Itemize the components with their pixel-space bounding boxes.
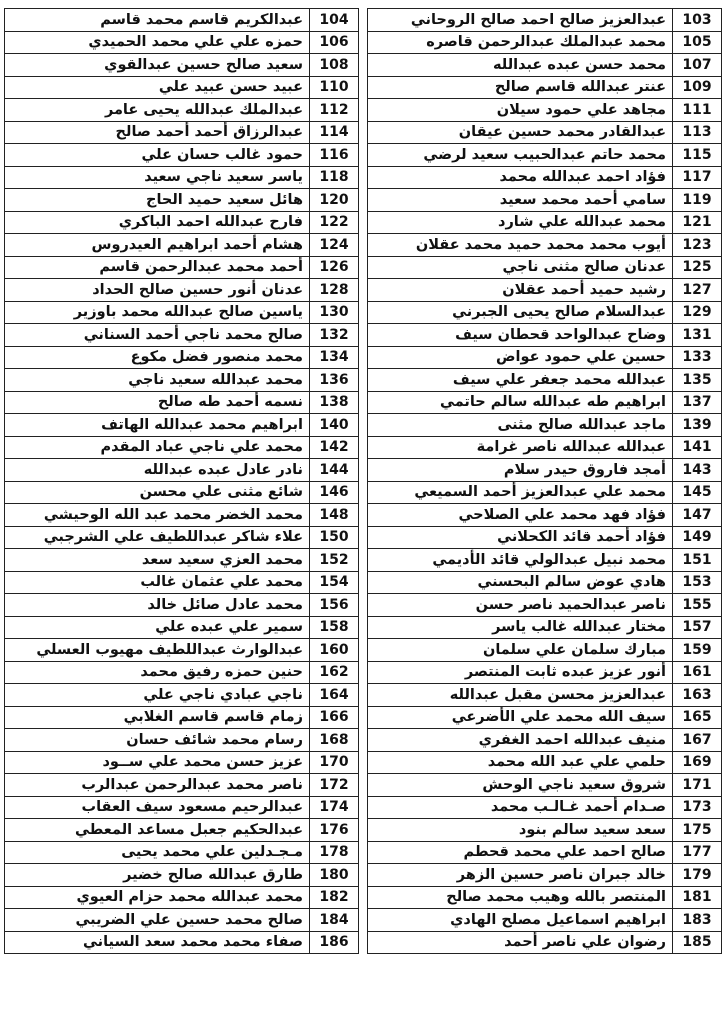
person-name-cell: مجاهد علي حمود سيلان bbox=[368, 99, 673, 122]
row-number-cell: 178 bbox=[310, 841, 359, 864]
table-row bbox=[5, 661, 359, 684]
person-name-cell: محمد عبدالله علي شارد bbox=[368, 211, 673, 234]
table-row bbox=[368, 864, 722, 887]
table-row bbox=[5, 99, 359, 122]
table-row bbox=[5, 346, 359, 369]
person-name-cell: صـدام أحمد غـالـب محمد bbox=[368, 796, 673, 819]
table-row bbox=[5, 279, 359, 302]
person-name-cell: حسين علي حمود عواض bbox=[368, 346, 673, 369]
table-row bbox=[368, 594, 722, 617]
row-number-cell: 109 bbox=[673, 76, 722, 99]
table-row bbox=[368, 549, 722, 572]
person-name-cell: عنتر عبدالله قاسم صالح bbox=[368, 76, 673, 99]
row-number-cell: 141 bbox=[673, 436, 722, 459]
table-row bbox=[368, 684, 722, 707]
row-number-cell: 171 bbox=[673, 774, 722, 797]
table-row bbox=[5, 166, 359, 189]
row-number-cell: 143 bbox=[673, 459, 722, 482]
table-row bbox=[5, 931, 359, 954]
row-number-cell: 103 bbox=[673, 9, 722, 32]
person-name-cell: خالد جبران ناصر حسين الزهر bbox=[368, 864, 673, 887]
row-number-cell: 163 bbox=[673, 684, 722, 707]
row-number-cell: 119 bbox=[673, 189, 722, 212]
row-number-cell: 185 bbox=[673, 931, 722, 954]
table-row bbox=[368, 841, 722, 864]
row-number-cell: 158 bbox=[310, 616, 359, 639]
person-name-cell: محمد علي عثمان غالب bbox=[5, 571, 310, 594]
table-row bbox=[368, 346, 722, 369]
table-row bbox=[5, 391, 359, 414]
row-number-cell: 130 bbox=[310, 301, 359, 324]
row-number-cell: 135 bbox=[673, 369, 722, 392]
person-name-cell: مختار عبدالله غالب ياسر bbox=[368, 616, 673, 639]
row-number-cell: 134 bbox=[310, 346, 359, 369]
table-row bbox=[368, 144, 722, 167]
row-number-cell: 132 bbox=[310, 324, 359, 347]
person-name-cell: سعد سعيد سالم بنود bbox=[368, 819, 673, 842]
row-number-cell: 139 bbox=[673, 414, 722, 437]
person-name-cell: شائع مثنى علي محسن bbox=[5, 481, 310, 504]
row-number-cell: 169 bbox=[673, 751, 722, 774]
row-number-cell: 182 bbox=[310, 886, 359, 909]
person-name-cell: عبدالعزيز محسن مقبل عبدالله bbox=[368, 684, 673, 707]
table-row bbox=[5, 886, 359, 909]
row-number-cell: 149 bbox=[673, 526, 722, 549]
table-row bbox=[5, 504, 359, 527]
row-number-cell: 147 bbox=[673, 504, 722, 527]
table-row bbox=[5, 121, 359, 144]
table-row bbox=[5, 684, 359, 707]
row-number-cell: 165 bbox=[673, 706, 722, 729]
person-name-cell: ناجي عبادي ناجي علي bbox=[5, 684, 310, 707]
person-name-cell: رشيد حميد أحمد عقلان bbox=[368, 279, 673, 302]
row-number-cell: 162 bbox=[310, 661, 359, 684]
table-row bbox=[368, 369, 722, 392]
person-name-cell: عدنان أنور حسين صالح الحداد bbox=[5, 279, 310, 302]
row-number-cell: 160 bbox=[310, 639, 359, 662]
person-name-cell: سامي أحمد محمد سعيد bbox=[368, 189, 673, 212]
table-row bbox=[368, 571, 722, 594]
person-name-cell: محمد العزي سعيد سعد bbox=[5, 549, 310, 572]
person-name-cell: طارق عبدالله صالح خضير bbox=[5, 864, 310, 887]
person-name-cell: مـجـدلين علي محمد يحيى bbox=[5, 841, 310, 864]
table-row bbox=[368, 234, 722, 257]
person-name-cell: حمزه علي علي محمد الحميدي bbox=[5, 31, 310, 54]
row-number-cell: 116 bbox=[310, 144, 359, 167]
table-row bbox=[368, 279, 722, 302]
row-number-cell: 148 bbox=[310, 504, 359, 527]
person-name-cell: عبدالوارث عبداللطيف مهيوب العسلي bbox=[5, 639, 310, 662]
person-name-cell: محمد نبيل عبدالولي قائد الأديمي bbox=[368, 549, 673, 572]
table-row bbox=[5, 189, 359, 212]
person-name-cell: نادر عادل عبده عبدالله bbox=[5, 459, 310, 482]
table-row bbox=[368, 301, 722, 324]
row-number-cell: 164 bbox=[310, 684, 359, 707]
person-name-cell: عبدالسلام صالح يحيى الجبرني bbox=[368, 301, 673, 324]
table-row bbox=[5, 256, 359, 279]
person-name-cell: نسمه أحمد طه صالح bbox=[5, 391, 310, 414]
person-name-cell: هائل سعيد حميد الحاج bbox=[5, 189, 310, 212]
row-number-cell: 111 bbox=[673, 99, 722, 122]
row-number-cell: 105 bbox=[673, 31, 722, 54]
row-number-cell: 145 bbox=[673, 481, 722, 504]
person-name-cell: علاء شاكر عبداللطيف علي الشرجبي bbox=[5, 526, 310, 549]
table-row bbox=[5, 436, 359, 459]
table-row bbox=[368, 9, 722, 32]
row-number-cell: 176 bbox=[310, 819, 359, 842]
table-row bbox=[5, 706, 359, 729]
person-name-cell: فارح عبدالله احمد الباكري bbox=[5, 211, 310, 234]
table-row bbox=[368, 31, 722, 54]
row-number-cell: 104 bbox=[310, 9, 359, 32]
table-row bbox=[5, 211, 359, 234]
person-name-cell: محمد علي ناجي عباد المقدم bbox=[5, 436, 310, 459]
table-row bbox=[5, 54, 359, 77]
table-row bbox=[5, 31, 359, 54]
person-name-cell: هشام أحمد ابراهيم العيدروس bbox=[5, 234, 310, 257]
row-number-cell: 112 bbox=[310, 99, 359, 122]
row-number-cell: 118 bbox=[310, 166, 359, 189]
person-name-cell: وضاح عبدالواحد قحطان سيف bbox=[368, 324, 673, 347]
person-name-cell: عدنان صالح مثنى ناجي bbox=[368, 256, 673, 279]
person-name-cell: محمد حاتم عبدالحبيب سعيد لرضي bbox=[368, 144, 673, 167]
person-name-cell: صفاء محمد محمد سعد السياني bbox=[5, 931, 310, 954]
table-row bbox=[368, 414, 722, 437]
table-row bbox=[5, 751, 359, 774]
row-number-cell: 161 bbox=[673, 661, 722, 684]
table-row bbox=[368, 189, 722, 212]
person-name-cell: عبدالقادر محمد حسين عيقان bbox=[368, 121, 673, 144]
row-number-cell: 121 bbox=[673, 211, 722, 234]
row-number-cell: 108 bbox=[310, 54, 359, 77]
table-row bbox=[368, 211, 722, 234]
table-row bbox=[368, 729, 722, 752]
table-row bbox=[5, 369, 359, 392]
person-name-cell: محمد عبدالله محمد حزام العيوي bbox=[5, 886, 310, 909]
person-name-cell: محمد الخضر محمد عبد الله الوحيشي bbox=[5, 504, 310, 527]
table-row bbox=[5, 76, 359, 99]
person-name-cell: عزيز حسن محمد علي ســود bbox=[5, 751, 310, 774]
row-number-cell: 113 bbox=[673, 121, 722, 144]
row-number-cell: 140 bbox=[310, 414, 359, 437]
row-number-cell: 167 bbox=[673, 729, 722, 752]
person-name-cell: محمد منصور فضل مكوع bbox=[5, 346, 310, 369]
row-number-cell: 150 bbox=[310, 526, 359, 549]
person-name-cell: فؤاد أحمد قائد الكحلاني bbox=[368, 526, 673, 549]
name-list-sheet bbox=[4, 8, 722, 1012]
table-row bbox=[368, 481, 722, 504]
row-number-cell: 177 bbox=[673, 841, 722, 864]
table-row bbox=[368, 616, 722, 639]
table-row bbox=[368, 459, 722, 482]
person-name-cell: صالح محمد ناجي أحمد السناني bbox=[5, 324, 310, 347]
table-row bbox=[368, 76, 722, 99]
table-row bbox=[5, 234, 359, 257]
table-row bbox=[5, 819, 359, 842]
row-number-cell: 110 bbox=[310, 76, 359, 99]
table-row bbox=[5, 729, 359, 752]
row-number-cell: 124 bbox=[310, 234, 359, 257]
row-number-cell: 133 bbox=[673, 346, 722, 369]
person-name-cell: زمام قاسم قاسم الغلابي bbox=[5, 706, 310, 729]
row-number-cell: 184 bbox=[310, 909, 359, 932]
table-row bbox=[368, 526, 722, 549]
person-name-cell: ابراهيم طه عبدالله سالم حاتمي bbox=[368, 391, 673, 414]
person-name-cell: أيوب محمد محمد حميد محمد عقلان bbox=[368, 234, 673, 257]
row-number-cell: 117 bbox=[673, 166, 722, 189]
person-name-cell: ماجد عبدالله صالح مثنى bbox=[368, 414, 673, 437]
row-number-cell: 107 bbox=[673, 54, 722, 77]
table-row bbox=[368, 99, 722, 122]
table-row bbox=[368, 751, 722, 774]
table-row bbox=[5, 526, 359, 549]
table-row bbox=[368, 436, 722, 459]
row-number-cell: 142 bbox=[310, 436, 359, 459]
table-row bbox=[5, 774, 359, 797]
person-name-cell: سيف الله محمد علي الأضرعي bbox=[368, 706, 673, 729]
person-name-cell: عبدالله عبدالله ناصر غرامة bbox=[368, 436, 673, 459]
right-names-table bbox=[367, 8, 722, 954]
person-name-cell: عبدالله محمد جعفر علي سيف bbox=[368, 369, 673, 392]
row-number-cell: 186 bbox=[310, 931, 359, 954]
person-name-cell: هادي عوض سالم البحسني bbox=[368, 571, 673, 594]
person-name-cell: أمجد فاروق حيدر سلام bbox=[368, 459, 673, 482]
person-name-cell: فؤاد فهد محمد علي الصلاحي bbox=[368, 504, 673, 527]
table-row bbox=[5, 796, 359, 819]
person-name-cell: محمد علي عبدالعزيز أحمد السميعي bbox=[368, 481, 673, 504]
row-number-cell: 129 bbox=[673, 301, 722, 324]
row-number-cell: 175 bbox=[673, 819, 722, 842]
person-name-cell: رسام محمد شائف حسان bbox=[5, 729, 310, 752]
table-row bbox=[5, 909, 359, 932]
row-number-cell: 106 bbox=[310, 31, 359, 54]
table-row bbox=[5, 324, 359, 347]
table-row bbox=[368, 504, 722, 527]
person-name-cell: أنور عزيز عبده ثابت المنتصر bbox=[368, 661, 673, 684]
table-row bbox=[368, 909, 722, 932]
table-row bbox=[5, 9, 359, 32]
person-name-cell: منيف عبدالله احمد الغفري bbox=[368, 729, 673, 752]
table-row bbox=[5, 414, 359, 437]
row-number-cell: 181 bbox=[673, 886, 722, 909]
row-number-cell: 151 bbox=[673, 549, 722, 572]
row-number-cell: 136 bbox=[310, 369, 359, 392]
person-name-cell: ابراهيم اسماعيل مصلح الهادي bbox=[368, 909, 673, 932]
row-number-cell: 114 bbox=[310, 121, 359, 144]
person-name-cell: صالح محمد حسين علي الضريبي bbox=[5, 909, 310, 932]
table-row bbox=[5, 594, 359, 617]
table-row bbox=[368, 639, 722, 662]
row-number-cell: 123 bbox=[673, 234, 722, 257]
row-number-cell: 126 bbox=[310, 256, 359, 279]
row-number-cell: 156 bbox=[310, 594, 359, 617]
row-number-cell: 179 bbox=[673, 864, 722, 887]
row-number-cell: 159 bbox=[673, 639, 722, 662]
person-name-cell: المنتصر بالله وهيب محمد صالح bbox=[368, 886, 673, 909]
person-name-cell: محمد حسن عبده عبدالله bbox=[368, 54, 673, 77]
row-number-cell: 138 bbox=[310, 391, 359, 414]
table-row bbox=[368, 391, 722, 414]
person-name-cell: عبدالكريم قاسم محمد قاسم bbox=[5, 9, 310, 32]
left-names-table bbox=[4, 8, 359, 954]
person-name-cell: ناصر عبدالحميد ناصر حسن bbox=[368, 594, 673, 617]
person-name-cell: ابراهيم محمد عبدالله الهاتف bbox=[5, 414, 310, 437]
person-name-cell: محمد عادل صائل خالد bbox=[5, 594, 310, 617]
person-name-cell: فؤاد احمد عبدالله محمد bbox=[368, 166, 673, 189]
person-name-cell: سعيد صالح حسين عبدالقوي bbox=[5, 54, 310, 77]
person-name-cell: عبيد حسن عبيد علي bbox=[5, 76, 310, 99]
person-name-cell: سمير علي عبده علي bbox=[5, 616, 310, 639]
person-name-cell: محمد عبدالله سعيد ناجي bbox=[5, 369, 310, 392]
person-name-cell: صالح احمد علي محمد قحطم bbox=[368, 841, 673, 864]
table-row bbox=[368, 886, 722, 909]
person-name-cell: حمود غالب حسان علي bbox=[5, 144, 310, 167]
row-number-cell: 174 bbox=[310, 796, 359, 819]
row-number-cell: 166 bbox=[310, 706, 359, 729]
row-number-cell: 144 bbox=[310, 459, 359, 482]
row-number-cell: 180 bbox=[310, 864, 359, 887]
table-row bbox=[368, 54, 722, 77]
row-number-cell: 146 bbox=[310, 481, 359, 504]
person-name-cell: عبدالرزاق أحمد أحمد صالح bbox=[5, 121, 310, 144]
row-number-cell: 120 bbox=[310, 189, 359, 212]
table-row bbox=[5, 144, 359, 167]
row-number-cell: 128 bbox=[310, 279, 359, 302]
table-row bbox=[368, 774, 722, 797]
row-number-cell: 152 bbox=[310, 549, 359, 572]
table-row bbox=[5, 616, 359, 639]
person-name-cell: عبدالملك عبدالله يحيى عامر bbox=[5, 99, 310, 122]
table-row bbox=[5, 864, 359, 887]
row-number-cell: 155 bbox=[673, 594, 722, 617]
person-name-cell: ياسر سعيد ناجي سعيد bbox=[5, 166, 310, 189]
table-row bbox=[368, 324, 722, 347]
row-number-cell: 183 bbox=[673, 909, 722, 932]
table-row bbox=[5, 301, 359, 324]
table-row bbox=[368, 706, 722, 729]
person-name-cell: محمد عبدالملك عبدالرحمن قاصره bbox=[368, 31, 673, 54]
person-name-cell: حلمي علي عبد الله محمد bbox=[368, 751, 673, 774]
table-row bbox=[5, 639, 359, 662]
person-name-cell: عبدالرحيم مسعود سيف العقاب bbox=[5, 796, 310, 819]
table-row bbox=[368, 931, 722, 954]
person-name-cell: رضوان علي ناصر أحمد bbox=[368, 931, 673, 954]
table-row bbox=[368, 661, 722, 684]
table-row bbox=[368, 796, 722, 819]
person-name-cell: ناصر محمد عبدالرحمن عبدالرب bbox=[5, 774, 310, 797]
person-name-cell: ياسين صالح عبدالله محمد باوزير bbox=[5, 301, 310, 324]
person-name-cell: عبدالعزيز صالح احمد صالح الروحاني bbox=[368, 9, 673, 32]
row-number-cell: 115 bbox=[673, 144, 722, 167]
person-name-cell: حنين حمزه رفيق محمد bbox=[5, 661, 310, 684]
table-row bbox=[368, 121, 722, 144]
table-row bbox=[368, 256, 722, 279]
table-row bbox=[5, 549, 359, 572]
table-row bbox=[5, 459, 359, 482]
person-name-cell: مبارك سلمان علي سلمان bbox=[368, 639, 673, 662]
table-row bbox=[5, 841, 359, 864]
row-number-cell: 125 bbox=[673, 256, 722, 279]
table-row bbox=[5, 481, 359, 504]
table-row bbox=[5, 571, 359, 594]
person-name-cell: عبدالحكيم جعبل مساعد المعطي bbox=[5, 819, 310, 842]
row-number-cell: 157 bbox=[673, 616, 722, 639]
person-name-cell: شروق سعيد ناجي الوحش bbox=[368, 774, 673, 797]
row-number-cell: 131 bbox=[673, 324, 722, 347]
table-row bbox=[368, 166, 722, 189]
row-number-cell: 172 bbox=[310, 774, 359, 797]
row-number-cell: 173 bbox=[673, 796, 722, 819]
row-number-cell: 127 bbox=[673, 279, 722, 302]
row-number-cell: 137 bbox=[673, 391, 722, 414]
row-number-cell: 168 bbox=[310, 729, 359, 752]
person-name-cell: أحمد محمد عبدالرحمن قاسم bbox=[5, 256, 310, 279]
row-number-cell: 154 bbox=[310, 571, 359, 594]
row-number-cell: 170 bbox=[310, 751, 359, 774]
row-number-cell: 122 bbox=[310, 211, 359, 234]
row-number-cell: 153 bbox=[673, 571, 722, 594]
table-row bbox=[368, 819, 722, 842]
